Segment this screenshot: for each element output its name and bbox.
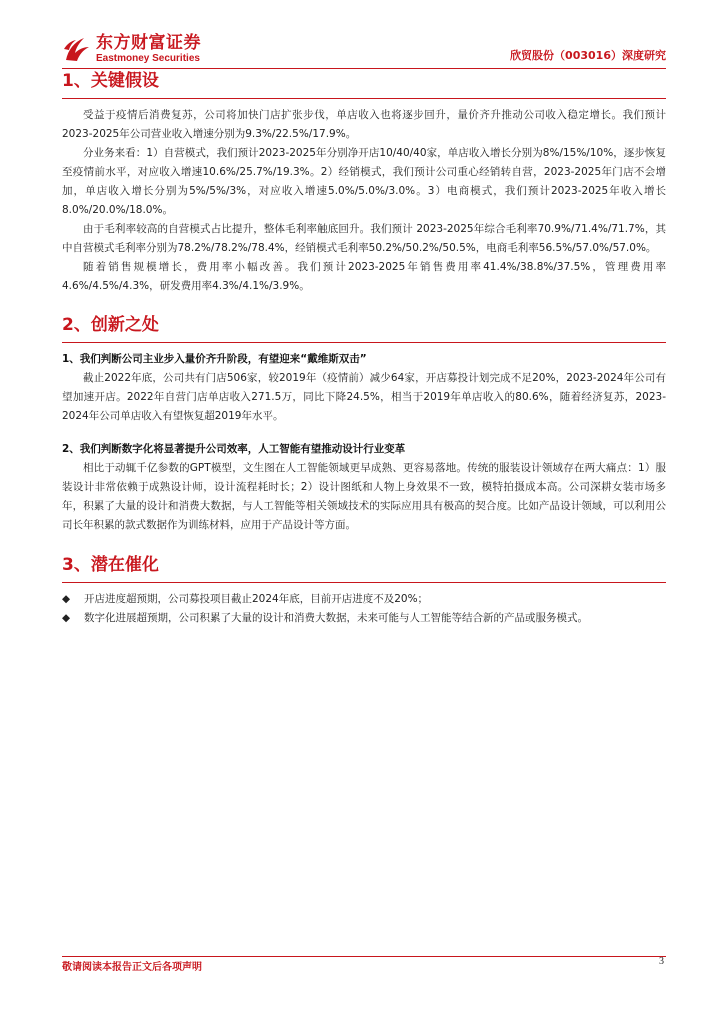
paragraph: 截止2022年底，公司共有门店506家，较2019年（疫情前）减少64家，开店募投计划完成不足20%，2023-2024年公司有望加速开店。2022年自营门店单店收入271.5万，同比下降24.5%，相当于2019年单店收入的80.6%，随着经济复苏，2023-2024年公司单店收入有望恢复超2019年水平。 [62,372,666,422]
section-divider [62,582,666,583]
list-item [62,609,666,628]
page-header [62,30,666,68]
list-item-text: 开店进度超预期，公司募投项目截止2024年底，目前开店进度不及20%； [84,593,429,605]
section-innovation [62,314,666,535]
section-catalysts [62,554,666,628]
logo-chinese-name: 东方财富证券 [96,32,201,53]
footer-divider [62,956,666,957]
report-title: 欣贸股份（003016）深度研究 [510,49,666,62]
diamond-bullet-icon: ◆ [62,593,71,605]
logo-english-name: Eastmoney Securities [96,52,200,64]
section-heading: 2、创新之处 [62,315,159,335]
section-divider [62,342,666,343]
footer-disclaimer: 敬请阅读本报告正文后各项声明 [62,962,202,973]
paragraph: 相比于动辄千亿参数的GPT模型，文生图在人工智能领域更早成熟、更容易落地。传统的服装设计领域存在两大痛点：1）服装设计非常依赖于成熟设计师，设计流程耗时长；2）设计图纸和人物上身效果不一致，模特拍摄成本高。公司深耕女装市场多年，积累了大量的设计和消费大数据，与人工智能等相关领域技术的实际应用具有极高的契合度。比如产品设计领域，可以利用公司长年积累的款式数据作为训练材料，应用于产品设计等方面。 [62,462,666,531]
section-divider [62,98,666,99]
company-logo [62,34,201,64]
list-item-text: 数字化进展超预期，公司积累了大量的设计和消费大数据，未来可能与人工智能等结合新的产品或服务模式。 [84,612,588,624]
paragraph: 分业务来看：1）自营模式，我们预计2023-2025年分别净开店10/40/40家，单店收入增长分别为8%/15%/10%，逐步恢复至疫情前水平，对应收入增速10.6%/25.7%/19.3%。2）经销模式，我们预计公司重心经销转自营，2023-2025年门店不会增加，单店收入增长分别为5%/5%/3%，对应收入增速5.0%/5.0%/3.0%。3）电商模式，我们预计2023-2025年收入增长8.0%/20.0%/18.0%。 [62,147,666,216]
section-key-assumptions [62,70,666,296]
diamond-bullet-icon: ◆ [62,612,71,624]
header-divider [62,68,666,69]
subsection-title: 1、我们判断公司主业步入量价齐升阶段，有望迎来“戴维斯双击” [62,353,367,365]
page-content [62,70,666,628]
paragraph: 随着销售规模增长，费用率小幅改善。我们预计2023-2025年销售费用率41.4%/38.8%/37.5%，管理费用率4.6%/4.5%/4.3%，研发费用率4.3%/4.1%/3.9%。 [62,261,666,292]
eastmoney-logo-icon [62,34,92,64]
paragraph: 受益于疫情后消费复苏，公司将加快门店扩张步伐，单店收入也将逐步回升，量价齐升推动公司收入稳定增长。我们预计2023-2025年公司营业收入增速分别为9.3%/22.5%/17.9%。 [62,109,666,140]
section-heading: 3、潜在催化 [62,555,159,575]
section-heading: 1、关键假设 [62,71,159,91]
page-number: 3 [659,956,664,967]
paragraph: 由于毛利率较高的自营模式占比提升，整体毛利率触底回升。我们预计 2023-2025年综合毛利率70.9%/71.4%/71.7%，其中自营模式毛利率分别为78.2%/78.2%/78.4%，经销模式毛利率50.2%/50.2%/50.5%，电商毛利率56.5%/57.0%/57.0%。 [62,223,666,254]
list-item [62,590,666,609]
subsection-title: 2、我们判断数字化将显著提升公司效率，人工智能有望推动设计行业变革 [62,443,406,455]
